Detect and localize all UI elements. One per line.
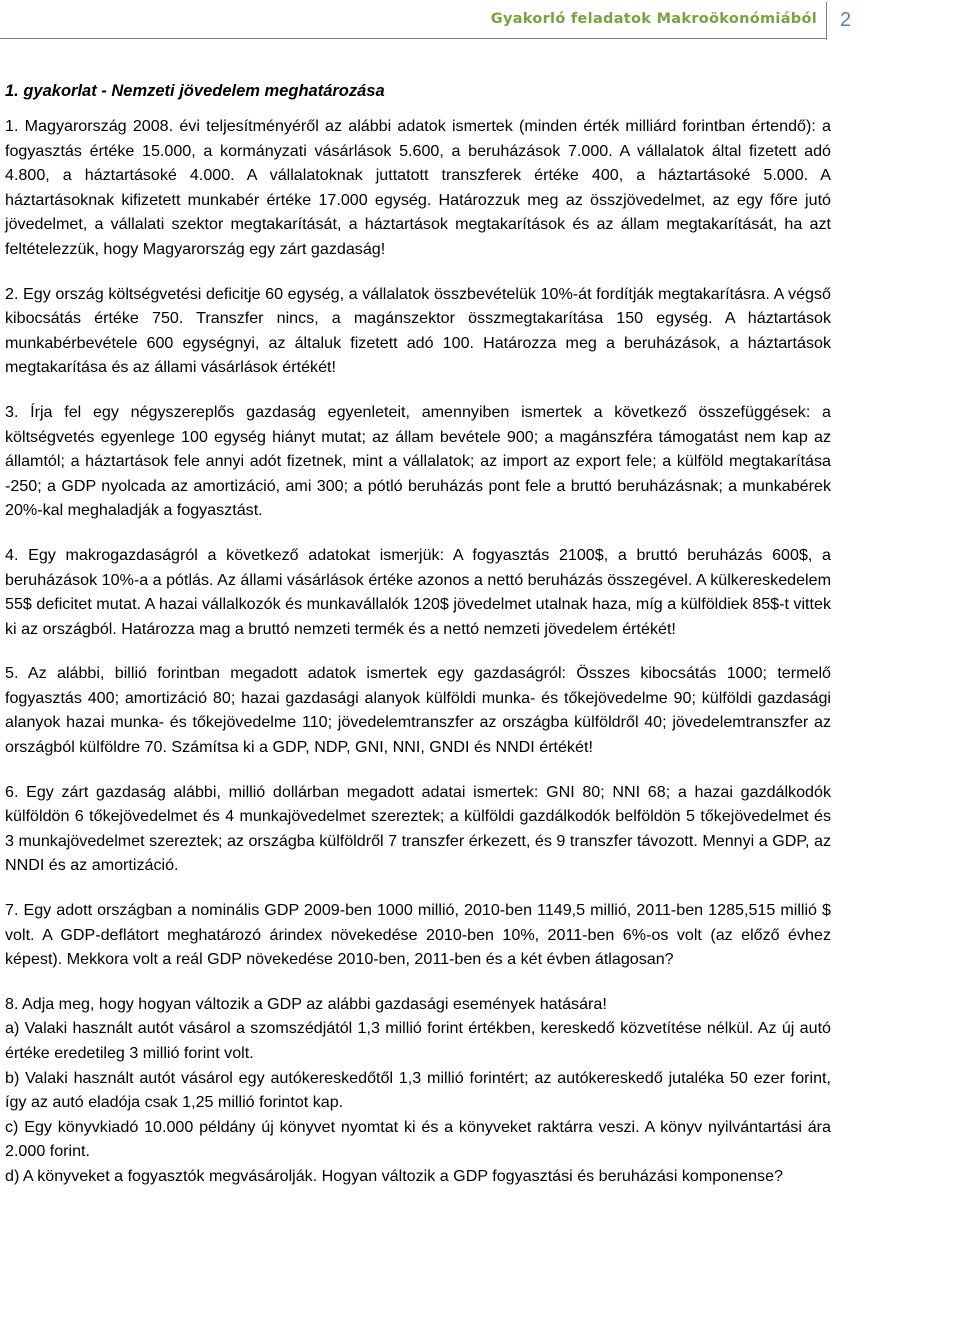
problem-8-item-a: a) Valaki használt autót vásárol a szomszédjától 1,3 millió forint értékben, kereskedő közvetítése nélkül. Az új autó értéke eredetileg 3 millió forint volt. <box>5 1019 831 1062</box>
problem-1: 1. Magyarország 2008. évi teljesítményéről az alábbi adatok ismertek (minden érték milliárd forintban értendő): a fogyasztás értéke 15.000, a kormányzati vásárlások 5.600, a beruházások 7.000. A vállalatok által fizetett adó 4.800, a háztartásoké 4.000. A vállalatoknak juttatott transzferek értéke 400, a háztartásoké 5.000. A háztartásoknak kifizetett munkabér értéke 17.000 egység. Határozzuk meg az összjövedelmet, az egy főre jutó jövedelmet, a vállalati szektor megtakarítását, a háztartások megtakarítások és az állam megtakarítását, ha azt feltételezzük, hogy Magyarország egy zárt gazdaság! <box>5 117 831 258</box>
problem-5: 5. Az alábbi, billió forintban megadott adatok ismertek egy gazdaságról: Összes kibocsátás 1000; termelő fogyasztás 400; amortizáció 80; hazai gazdasági alanyok külföldi munka- és tőkejövedelme 90; külföldi gazdasági alanyok hazai munka- és tőkejövedelme 110; jövedelemtranszfer az országba külföldről 40; jövedelemtranszfer az országból külföldre 70. Számítsa ki a GDP, NDP, GNI, NNI, GNDI és NNDI értékét! <box>5 664 831 757</box>
problem-3: 3. Írja fel egy négyszereplős gazdaság egyenleteit, amennyiben ismertek a következő összefüggések: a költségvetés egyenlege 100 egység hiányt mutat; az állam bevétele 900; a magánszféra támogatást nem kap az államtól; a háztartások fele annyi adót fizetnek, mint a vállalatok; az import az export fele; a külföld megtakarítása -250; a GDP nyolcada az amortizáció, ami 300; a pótló beruházás pont fele a bruttó beruházásnak; a munkabérek 20%-kal meghaladják a fogyasztást. <box>5 402 831 520</box>
page-header <box>0 2 960 40</box>
page-number: 2 <box>840 9 852 31</box>
header-title: Gyakorló feladatok Makroökonómiából <box>490 11 817 27</box>
problem-8-item-b: b) Valaki használt autót vásárol egy autókereskedőtől 1,3 millió forintért; az autókereskedő jutaléka 50 ezer forint, így az autó eladója csak 1,25 millió forintot kap. <box>5 1068 831 1112</box>
problem-8-item-c: c) Egy könyvkiadó 10.000 példány új könyvet nyomtat ki és a könyveket raktárra veszi. A könyv nyilvántartási ára 2.000 forint. <box>5 1117 831 1161</box>
problem-8-intro: 8. Adja meg, hogy hogyan változik a GDP az alábbi gazdasági események hatására! <box>5 994 607 1013</box>
problem-6: 6. Egy zárt gazdaság alábbi, millió dollárban megadott adatai ismertek: GNI 80; NNI 68; a hazai gazdálkodók külföldön 6 tőkejövedelmet és 4 munkajövedelmet szereztek; a külföldi gazdálkodók belföldön 5 tőkejövedelmet és 3 munkajövedelmet szereztek; az országba külföldről 7 transzfer érkezett, és 9 transzfer távozott. Mennyi a GDP, az NNDI és az amortizáció. <box>5 782 831 875</box>
problem-2: 2. Egy ország költségvetési deficitje 60 egység, a vállalatok összbevételük 10%-át fordítják megtakarításra. A végső kibocsátás értéke 750. Transzfer nincs, a magánszektor összmegtakarítása 150 egység. A háztartások munkabérbevétele 600 egységnyi, az általuk fizetett adó 100. Határozza meg a beruházások, a háztartások megtakarítása és az állami vásárlások értékét! <box>5 284 831 377</box>
problem-4: 4. Egy makrogazdaságról a következő adatokat ismerjük: A fogyasztás 2100$, a bruttó beruházás 600$, a beruházások 10%-a a pótlás. Az állami vásárlások értéke azonos a nettó beruházás összegével. A külkereskedelem 55$ deficitet mutat. A hazai vállalkozók és munkavállalók 120$ jövedelmet utalnak haza, míg a külföldiek 85$-t vittek ki az országból. Határozza mag a bruttó nemzeti termék és a nettó nemzeti jövedelem értékét! <box>5 545 831 638</box>
problem-8-item-d: d) A könyveket a fogyasztók megvásárolják. Hogyan változik a GDP fogyasztási és beruházási komponense? <box>5 1166 783 1185</box>
problem-8 <box>5 992 831 1189</box>
header-divider <box>0 38 826 39</box>
problem-7: 7. Egy adott országban a nominális GDP 2009-ben 1000 millió, 2010-ben 1149,5 millió, 2011-ben 1285,515 millió $ volt. A GDP-deflátort meghatározó árindex növekedése 2010-ben 10%, 2011-ben 6%-os volt (az előző évhez képest). Mekkora volt a reál GDP növekedése 2010-ben, 2011-ben és a két évben átlagosan? <box>5 901 831 969</box>
document-body <box>5 78 831 1189</box>
section-title: 1. gyakorlat - Nemzeti jövedelem meghatározása <box>5 82 385 100</box>
